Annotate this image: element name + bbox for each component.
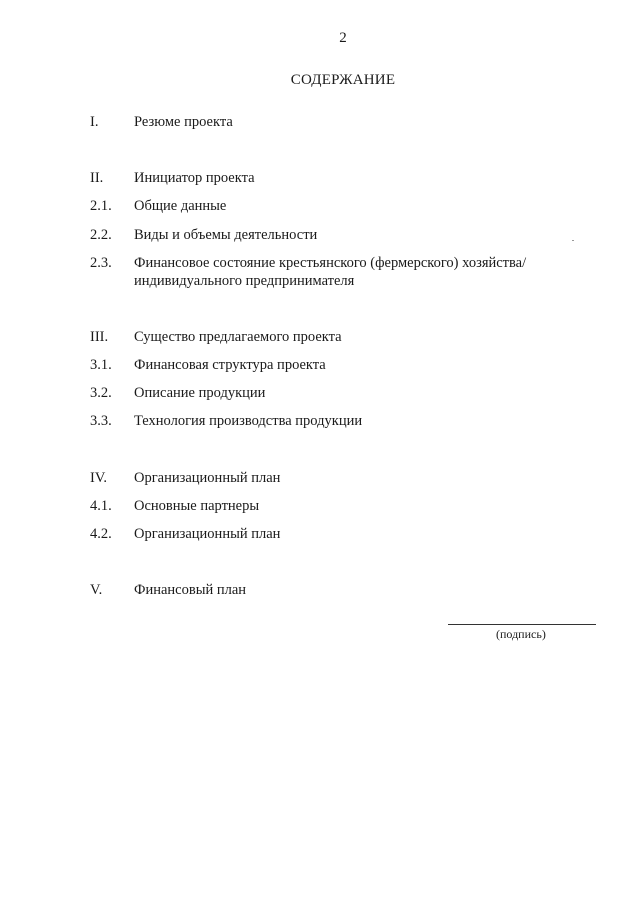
page-number: 2 xyxy=(339,30,347,46)
scan-speck xyxy=(572,240,574,241)
toc-entry-title: Организационный план xyxy=(134,526,281,542)
toc-entry-title: Финансовая структура проекта xyxy=(134,357,326,373)
document-title: СОДЕРЖАНИЕ xyxy=(290,72,396,88)
toc-entry-title: Общие данные xyxy=(134,198,227,214)
toc-entry-number: V. xyxy=(90,582,103,598)
toc-entry-title: Организационный план xyxy=(134,470,281,486)
toc-entry-title: Резюме проекта xyxy=(134,114,233,130)
toc-entry-number: III. xyxy=(90,329,109,345)
toc-entry-number: 4.1. xyxy=(90,498,112,514)
toc-entry-title: Существо предлагаемого проекта xyxy=(134,329,342,345)
signature-line xyxy=(448,624,596,625)
toc-entry-title: Инициатор проекта xyxy=(134,170,255,186)
toc-entry-number: 2.2. xyxy=(90,227,112,243)
toc-entry-title: Описание продукции xyxy=(134,385,266,401)
toc-entry-number: 3.1. xyxy=(90,357,112,373)
toc-entry-title: Финансовое состояние крестьянского (фермерского) хозяйства/индивидуального предпринимателя xyxy=(134,255,527,289)
toc-entry-number: 4.2. xyxy=(90,526,112,542)
toc-entry-title: Финансовый план xyxy=(134,582,247,598)
signature-label: (подпись) xyxy=(496,627,546,641)
toc-entry-number: 2.1. xyxy=(90,198,112,214)
toc-entry-title: Технология производства продукции xyxy=(134,413,363,429)
toc-entry-number: IV. xyxy=(90,470,108,486)
toc-entry-number: I. xyxy=(90,114,99,130)
toc-entry-title: Основные партнеры xyxy=(134,498,260,514)
toc-entry-number: 2.3. xyxy=(90,255,112,271)
toc-entry-number: 3.3. xyxy=(90,413,112,429)
toc-entry-number: II. xyxy=(90,170,104,186)
toc-entry-title: Виды и объемы деятельности xyxy=(134,227,318,243)
toc-entry-number: 3.2. xyxy=(90,385,112,401)
